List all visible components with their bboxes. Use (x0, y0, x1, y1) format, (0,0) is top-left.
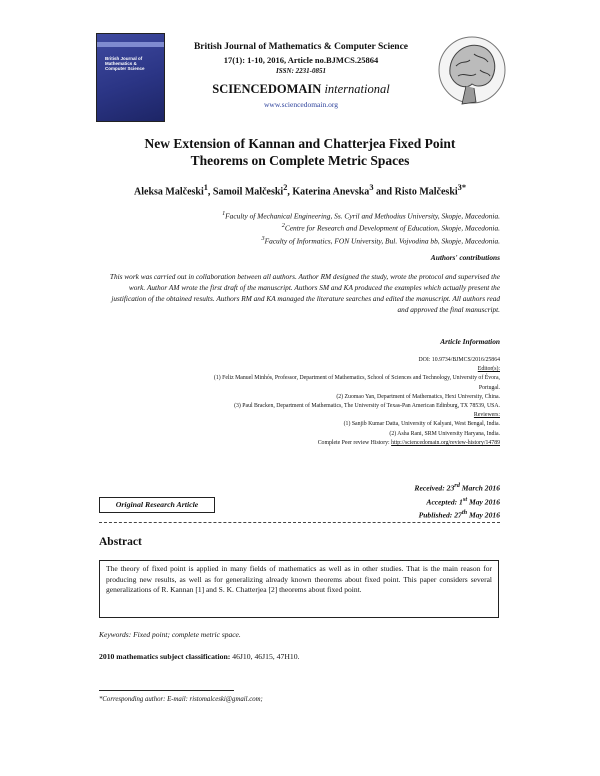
contributions-text: This work was carried out in collaboration between all authors. Author RM designed the study, wrote the protocol and supervised the work. Author AM wrote the first draft of the manuscript. Authors SM and KA produced the examples which actually present the justification of the obtained results. Authors RM and KA managed the literature searches and edited the manuscript. All authors read and approved the final manuscript. (109, 272, 500, 314)
affiliation-text: Faculty of Mechanical Engineering, Ss. Cyril and Methodius University, Skopje, Macedonia. (225, 211, 500, 221)
cover-band (97, 42, 164, 47)
reviewer-entry: (2) Asha Rani, SRM University Haryana, India. (389, 430, 500, 437)
date-text: Accepted: 1 (426, 497, 463, 507)
author-name: Risto Malčeski (394, 186, 458, 198)
editor-entry: (2) Zuomao Yan, Department of Mathematics, Hexi University, China. (336, 393, 500, 400)
author-name: Aleksa Malčeski (134, 186, 204, 198)
affiliation (130, 234, 500, 246)
publisher-suffix: international (324, 82, 390, 96)
doi: DOI: 10.9734/BJMCS/2016/25864 (418, 357, 500, 363)
msc-classification (99, 652, 300, 661)
review-history (100, 439, 500, 448)
paper-title-line: New Extension of Kannan and Chatterjea Fixed Point (144, 136, 456, 151)
affiliation (130, 209, 500, 221)
review-history-link[interactable]: http://sciencedomain.org/review-history/14789 (391, 439, 500, 446)
affiliation-sup: 1 (222, 211, 226, 217)
affiliation-sup: 2 (281, 223, 285, 230)
review-history-label: Complete Peer review History: (317, 439, 390, 446)
date-sup: rd (454, 482, 460, 489)
affiliation-text: Centre for Research and Development of Education, Skopje, Macedonia. (284, 223, 500, 233)
author-sup: 2 (283, 183, 288, 192)
cover-title-line: Mathematics & (105, 61, 137, 66)
section-divider (99, 522, 500, 523)
date-text: May 2016 (467, 497, 500, 507)
journal-name: British Journal of Mathematics & Computer Science (193, 42, 409, 52)
article-info-heading: Article Information (440, 337, 500, 346)
date-accepted (300, 494, 500, 508)
footnote-rule (99, 690, 234, 691)
author-name: Katerina Anevska (292, 186, 370, 198)
date-text: May 2016 (467, 510, 500, 520)
footnote: *Corresponding author: E-mail: ristomalceski@gmail.com; (99, 696, 263, 703)
editor-entry-cont: Portugal. (478, 384, 500, 391)
abstract-text: The theory of fixed point is applied in many fields of mathematics as well as in other studies. That is the main reason for producing new results, as well as for generalizing already known theorems about fixed point. This paper considers several generalizations of R. Kannan [1] and S. K. Chatterjea [2] theorems about fixed point. (99, 560, 499, 618)
journal-issn: ISSN: 2231-0851 (276, 67, 326, 75)
author-name: Samoil Malčeski (212, 186, 284, 198)
editor-entry: (3) Paul Bracken, Department of Mathematics, The University of Texas-Pan American Edinburg, TX 78539, USA. (234, 403, 500, 410)
author-list: Aleksa Malčeski$^1$, Samoil Malčeski$^2$, Katerina Anevska$^3$ and Risto Malčeski$^{3*}$ (134, 183, 466, 198)
keywords: Keywords: Fixed point; complete metric space. (99, 630, 241, 639)
affiliations (130, 209, 500, 246)
article-info (100, 356, 500, 448)
editor-entry: (1) Feliz Manuel Minhós, Professor, Department of Mathematics, School of Sciences and Technology, University of Évora, (213, 375, 500, 382)
editors-label-text: Editor(s): (477, 366, 500, 373)
affiliation-sup: 3 (261, 235, 265, 242)
paper-title (100, 135, 500, 169)
abstract-heading: Abstract (99, 536, 142, 548)
publication-dates (300, 480, 500, 521)
contributions-heading: Authors' contributions (430, 253, 500, 262)
affiliation-text: Faculty of Informatics, FON University, Bul. Vojvodina bb, Skopje, Macedonia. (264, 236, 500, 246)
msc-label: 2010 mathematics subject classification: (99, 652, 231, 661)
article-type-box: Original Research Article (99, 497, 215, 513)
date-sup: th (461, 509, 468, 517)
publisher-main: SCIENCEDOMAIN (212, 82, 322, 96)
publisher-logo-icon (436, 30, 508, 118)
journal-issue: 17(1): 1-10, 2016, Article no.BJMCS.25864 (223, 55, 379, 65)
author-sup: 3* (457, 183, 466, 192)
cover-title-line: British Journal of (105, 56, 143, 61)
date-published (300, 507, 500, 521)
author-sup: 1 (203, 183, 208, 192)
author-connector: and (375, 186, 393, 198)
cover-title-line: Computer Science (105, 66, 145, 71)
date-text: Received: 23 (414, 483, 455, 493)
reviewers-label (100, 411, 500, 420)
reviewers-label-text: Reviewers: (473, 412, 500, 419)
affiliation (130, 221, 500, 233)
author-sup: 3 (369, 183, 374, 192)
msc-value: 46J10, 46J15, 47H10. (230, 652, 300, 661)
reviewer-entry: (1) Sanjib Kumar Datta, University of Kalyani, West Bengal, India. (343, 421, 500, 428)
cover-title (105, 56, 145, 71)
publisher-url[interactable]: www.sciencedomain.org (264, 100, 338, 109)
date-text: Published: 27 (418, 510, 462, 520)
editors-label (100, 365, 500, 374)
publisher-name (170, 82, 432, 97)
date-sup: st (462, 495, 468, 503)
paper-title-line: Theorems on Complete Metric Spaces (190, 153, 410, 168)
date-text: March 2016 (459, 483, 500, 493)
date-received (300, 480, 500, 494)
journal-cover (96, 33, 165, 122)
